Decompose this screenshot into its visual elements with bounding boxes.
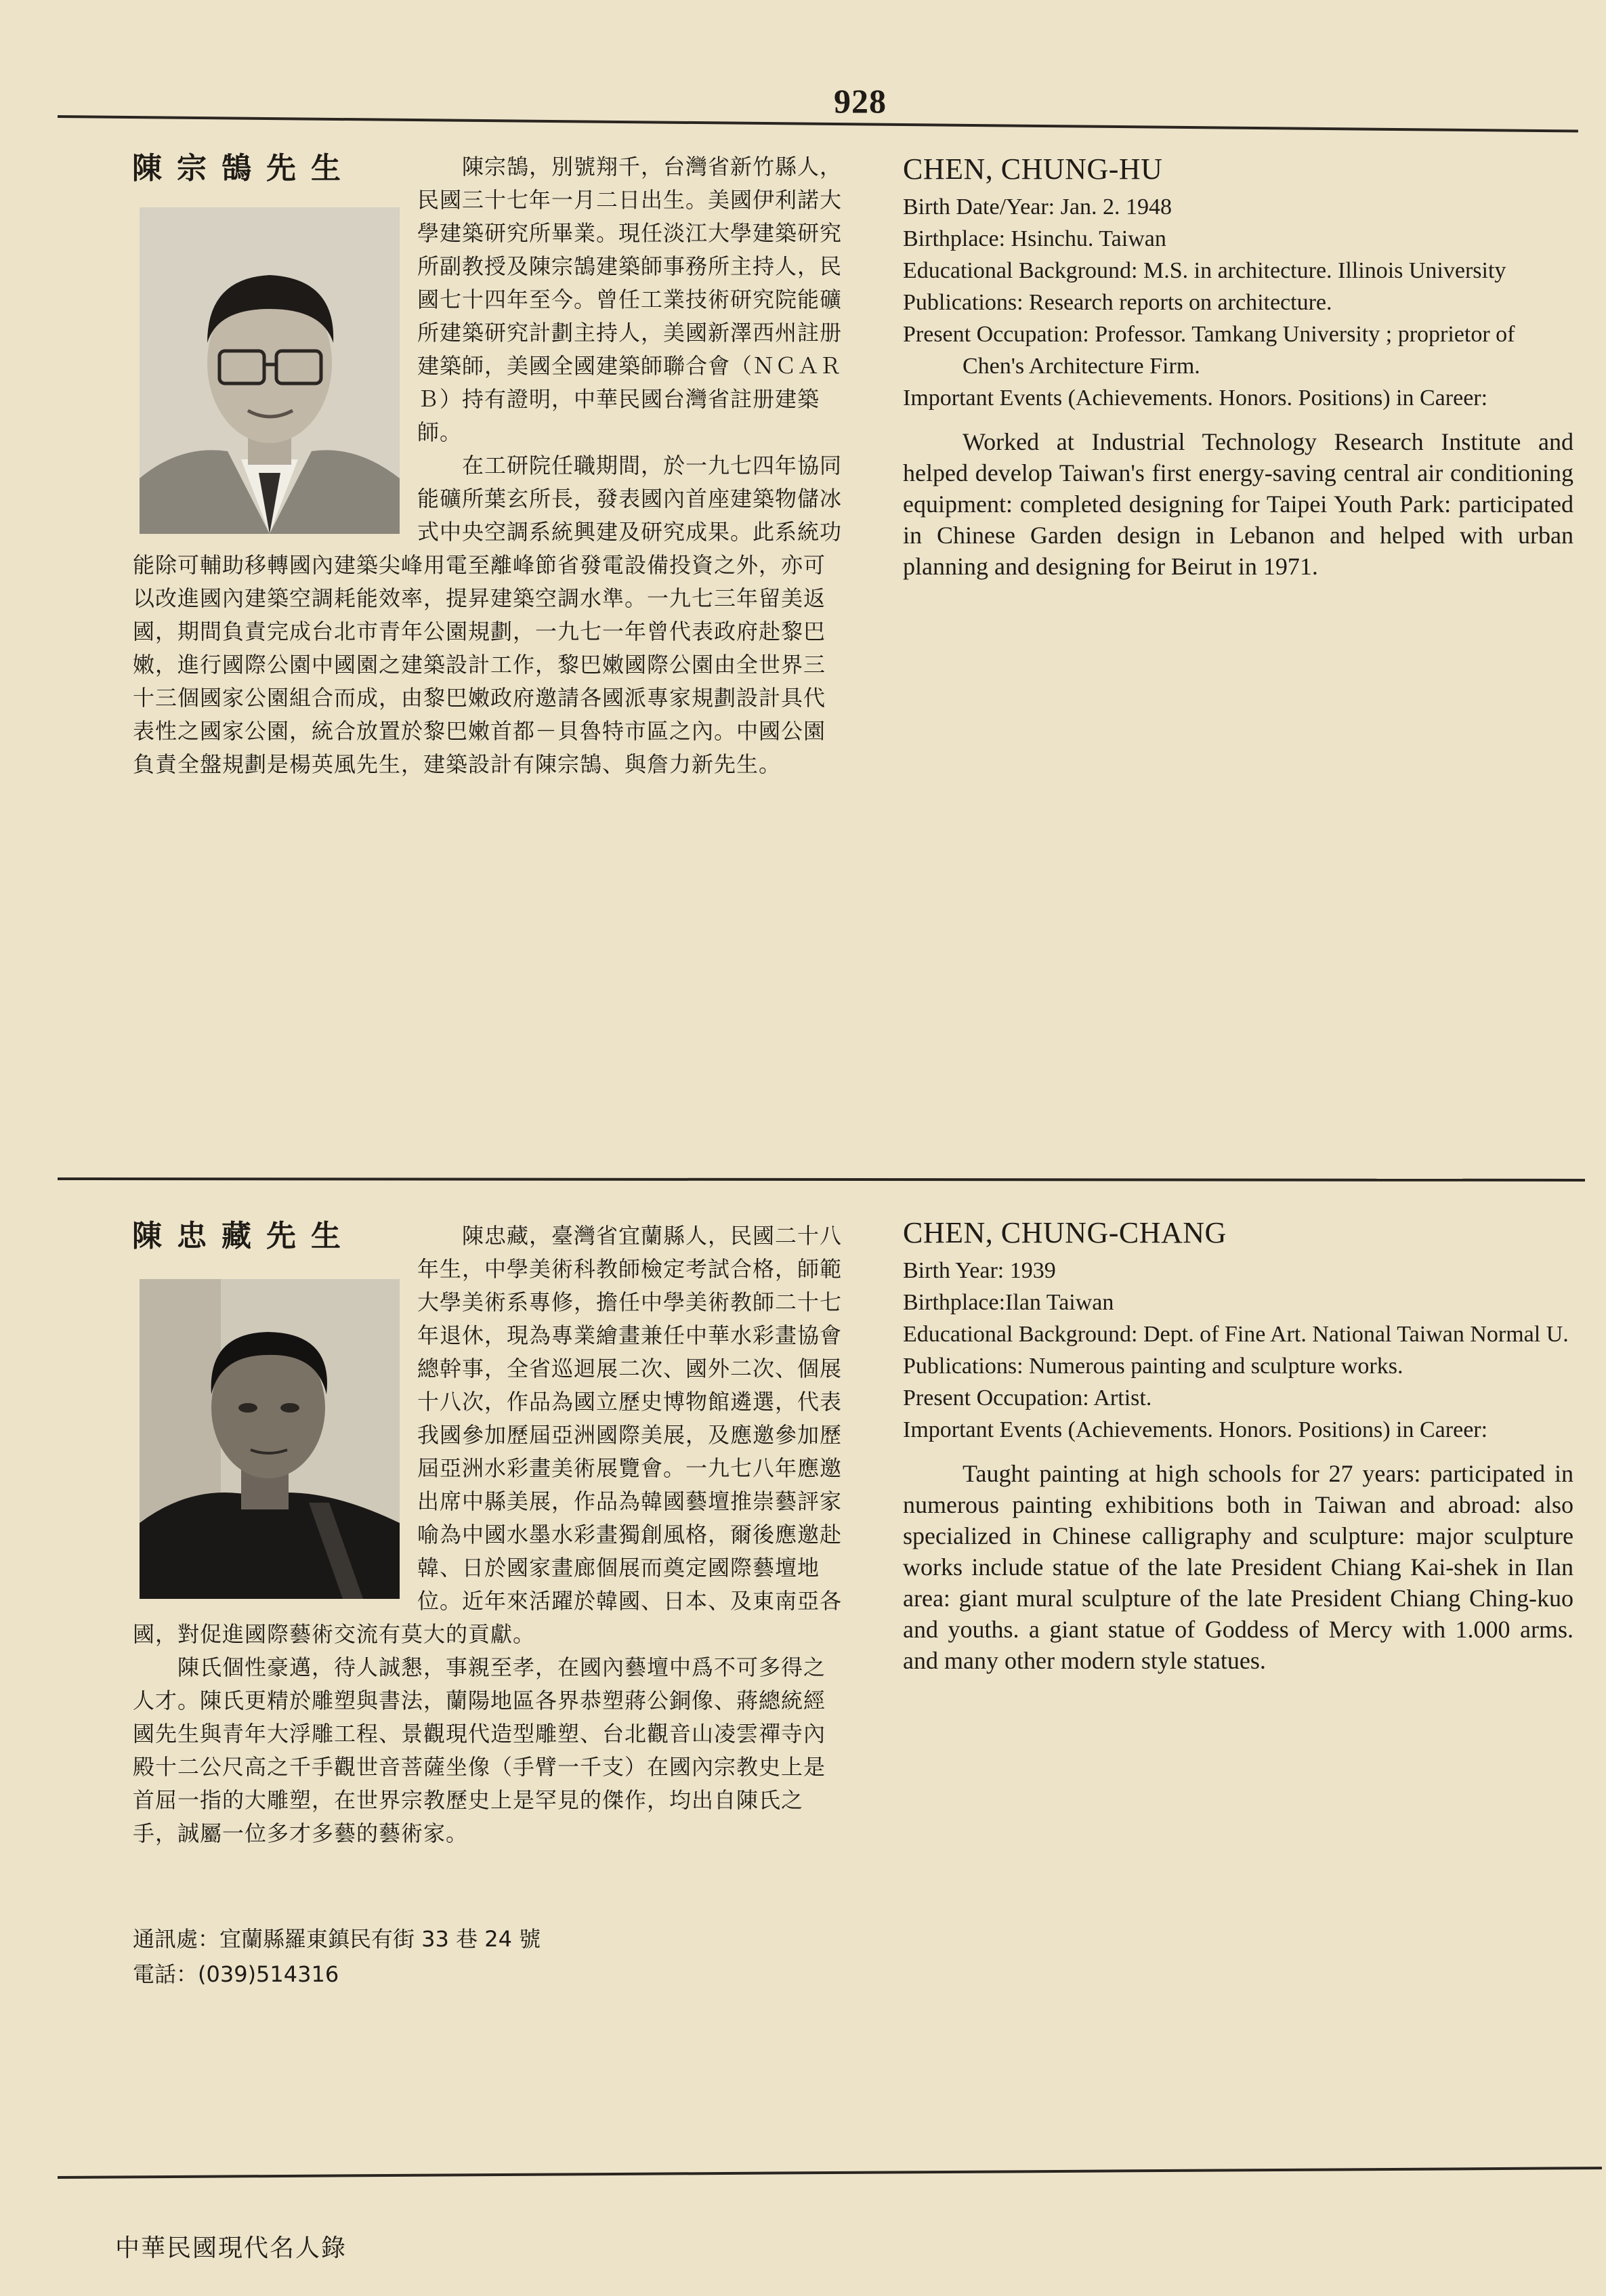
entry-2-events-label: Important Events (Achievements. Honors. Positions) in Career: — [903, 1417, 1488, 1442]
entry-2-en-name: CHEN, CHUNG-CHANG — [903, 1216, 1227, 1249]
entry-2-zh-name: 陳忠藏先生 — [132, 1219, 356, 1253]
entry-1-career: Worked at Industrial Technology Research Institute and helped develop Taiwan's first energy-saving central air conditioning equipment: completed designing for Taipei Youth Park: participated in Chinese Garden design in Lebanon and helped with urban planning and designing for Beirut in 1971. — [903, 428, 1573, 580]
entry-2-education: Educational Background: Dept. of Fine Art. National Taiwan Normal U. — [903, 1322, 1569, 1347]
entry-1-education: Educational Background: M.S. in architecture. Illinois University — [903, 258, 1506, 283]
entry-2-birthplace: Birthplace:Ilan Taiwan — [903, 1290, 1114, 1315]
page-number: 928 — [834, 82, 887, 120]
entry-2-english-column — [903, 1214, 1573, 1700]
entry-1-occupation: Present Occupation: Professor. Tamkang University ; proprietor of Chen's Architecture Firm. — [903, 322, 1515, 379]
entry-2-publications: Publications: Numerous painting and sculpture works. — [903, 1354, 1403, 1379]
entry-1-en-name: CHEN, CHUNG-HU — [903, 152, 1163, 186]
entry-1-zh-biography — [133, 150, 845, 781]
entry-2-zh-paragraph-2: 陳氏個性豪邁，待人誠懇，事親至孝，在國內藝壇中爲不可多得之人才。陳氏更精於雕塑與書法，蘭陽地區各界恭塑蔣公銅像、蔣總統經國先生與青年大浮雕工程、景觀現代造型雕塑、台北觀音山凌雲禪寺內殿十二公尺高之千手觀世音菩薩坐像（手臂一千支）在國內宗教史上是首屈一指的大雕塑，在世界宗教歷史上是罕見的傑作，均出自陳氏之手，誠屬一位多才多藝的藝術家。 — [133, 1654, 826, 1846]
entry-2-zh-paragraph-1: 陳忠藏，臺灣省宜蘭縣人，民國二十八年生，中學美術科教師檢定考試合格，師範大學美術系專修，擔任中學美術教師二十七年退休，現為專業繪畫兼任中華水彩畫協會總幹事，全省巡迴展二次、國外二次、個展十八次，作品為國立歷史博物館遴選，代表我國參加歷屆亞洲國際美展，及應邀參加歷屆亞洲水彩畫美術展覽會。一九七八年應邀出席中縣美展，作品為韓國藝壇推崇藝評家喻為中國水墨水彩畫獨創風格，爾後應邀赴韓、日於國家畫廊個展而奠定國際藝壇地位。近年來活躍於韓國、日本、及東南亞各國，對促進國際藝術交流有莫大的貢獻。 — [133, 1223, 843, 1647]
entry-1-english-column — [903, 150, 1573, 606]
entry-2-birth: Birth Year: 1939 — [903, 1258, 1056, 1283]
entry-2-address: 通訊處：宜蘭縣羅東鎮民有街 33 巷 24 號 — [133, 1926, 541, 1952]
entry-2-zh-biography — [133, 1219, 845, 1850]
entry-1-publications: Publications: Research reports on architecture. — [903, 290, 1332, 315]
entry-2-contact — [133, 1921, 541, 1992]
entry-2-occupation: Present Occupation: Artist. — [903, 1385, 1152, 1411]
entry-1-birthplace: Birthplace: Hsinchu. Taiwan — [903, 226, 1166, 251]
entry-1-zh-paragraph-1: 陳宗鵠，別號翔千，台灣省新竹縣人，民國三十七年一月二日出生。美國伊利諾大學建築研究所畢業。現任淡江大學建築研究所副教授及陳宗鵠建築師事務所主持人，民國七十四年至今。曾任工業技術研究院能礦所建築研究計劃主持人，美國新澤西州註册建築師，美國全國建築師聯合會（ＮＣＡＲＢ）持有證明，中華民國台灣省註册建築師。 — [417, 154, 843, 445]
entry-2-career: Taught painting at high schools for 27 years: participated in numerous painting exhibitions both in Taiwan and abroad: also specialized in Chinese calligraphy and sculpture: major sculpture works include statue of the late President Chiang Kai-shek in Ilan area: giant mural sculpture of the late President Chiang Ching-kuo and youths. a giant statue of Goddess of Mercy with 1.000 arms. and many other modern style statues. — [903, 1460, 1573, 1674]
book-title-footer: 中華民國現代名人錄 — [115, 2234, 347, 2262]
bottom-rule — [58, 2167, 1602, 2179]
entry-2-phone: 電話：(039)514316 — [133, 1961, 339, 1987]
entry-1-zh-name: 陳宗鵠先生 — [132, 151, 356, 186]
entry-1-zh-paragraph-2: 在工研院任職期間，於一九七四年協同能礦所葉玄所長，發表國內首座建築物儲冰式中央空調系統興建及研究成果。此系統功能除可輔助移轉國內建築尖峰用電至離峰節省發電設備投資之外，亦可以改進國內建築空調耗能效率，提昇建築空調水準。一九七三年留美返國，期間負責完成台北市青年公園規劃，一九七一年曾代表政府赴黎巴嫩，進行國際公園中國園之建築設計工作，黎巴嫩國際公園由全世界三十三個國家公園組合而成，由黎巴嫩政府邀請各國派專家規劃設計具代表性之國家公園，統合放置於黎巴嫩首都－貝魯特市區之內。中國公園負責全盤規劃是楊英風先生，建築設計有陳宗鵠、與詹力新先生。 — [133, 453, 843, 777]
section-divider — [58, 1177, 1585, 1182]
entry-1-birth: Birth Date/Year: Jan. 2. 1948 — [903, 194, 1172, 220]
entry-1-events-label: Important Events (Achievements. Honors. Positions) in Career: — [903, 385, 1488, 411]
